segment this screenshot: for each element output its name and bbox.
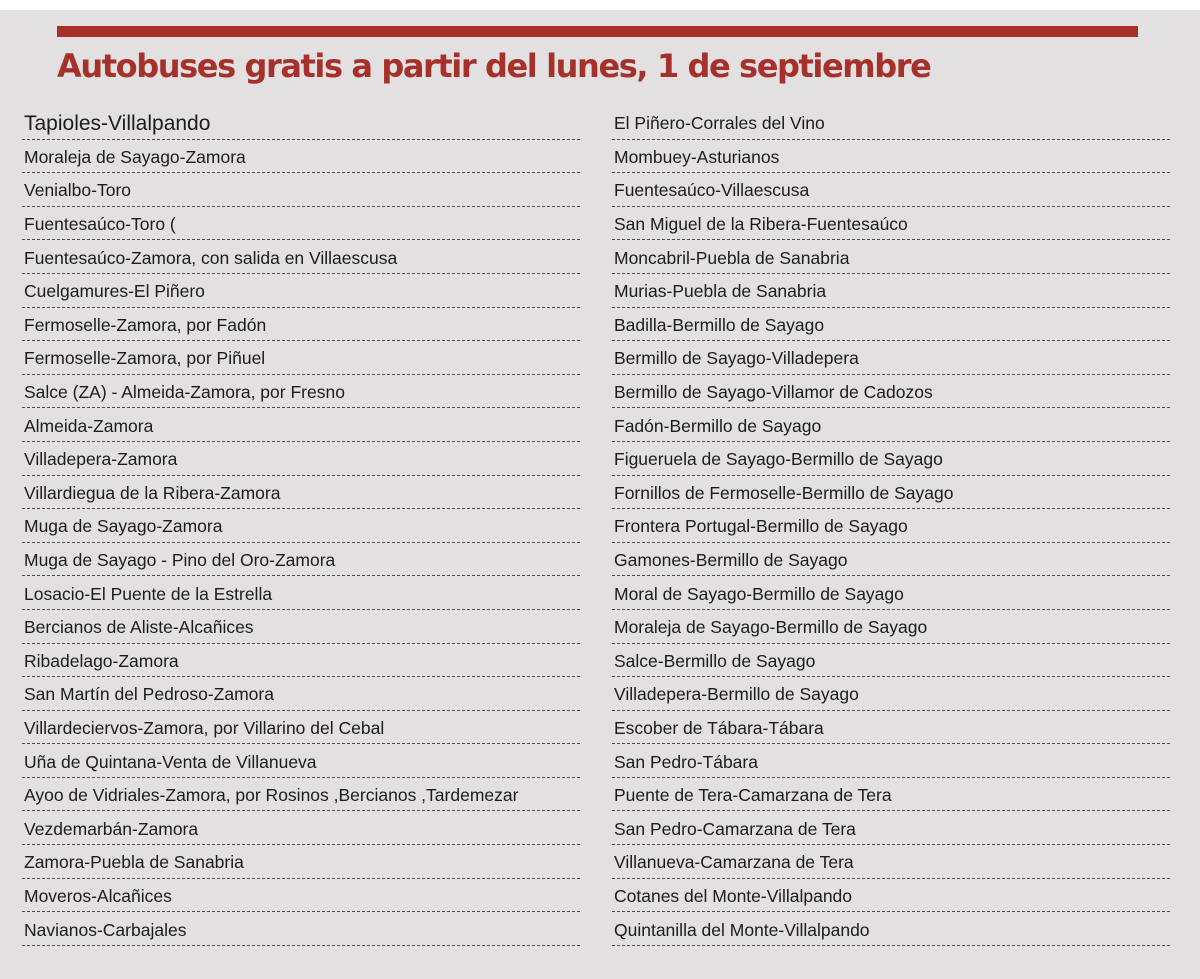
route-item: Escober de Tábara-Tábara xyxy=(612,711,1170,745)
route-item: San Pedro-Tábara xyxy=(612,744,1170,778)
route-item: Moraleja de Sayago-Bermillo de Sayago xyxy=(612,610,1170,644)
route-item: Villadepera-Zamora xyxy=(22,442,580,476)
route-item: Zamora-Puebla de Sanabria xyxy=(22,845,580,879)
route-item: Salce (ZA) - Almeida-Zamora, por Fresno xyxy=(22,375,580,409)
route-item: San Pedro-Camarzana de Tera xyxy=(612,811,1170,845)
route-item: Bermillo de Sayago-Villadepera xyxy=(612,341,1170,375)
route-item: Muga de Sayago-Zamora xyxy=(22,509,580,543)
infographic-panel xyxy=(0,10,1200,979)
route-item: Mombuey-Asturianos xyxy=(612,140,1170,174)
route-item: Fermoselle-Zamora, por Fadón xyxy=(22,308,580,342)
route-item: Moraleja de Sayago-Zamora xyxy=(22,140,580,174)
route-item: Tapioles-Villalpando xyxy=(22,106,580,140)
route-item: Gamones-Bermillo de Sayago xyxy=(612,543,1170,577)
route-item: Badilla-Bermillo de Sayago xyxy=(612,308,1170,342)
route-item: Quintanilla del Monte-Villalpando xyxy=(612,912,1170,946)
right-route-list xyxy=(612,106,1170,946)
route-item: Villanueva-Camarzana de Tera xyxy=(612,845,1170,879)
route-item: Villadepera-Bermillo de Sayago xyxy=(612,677,1170,711)
route-item: Murias-Puebla de Sanabria xyxy=(612,274,1170,308)
headline: Autobuses gratis a partir del lunes, 1 de septiembre xyxy=(57,47,931,85)
route-item: Muga de Sayago - Pino del Oro-Zamora xyxy=(22,543,580,577)
route-item: Navianos-Carbajales xyxy=(22,912,580,946)
accent-bar xyxy=(57,26,1138,37)
route-item: Bermillo de Sayago-Villamor de Cadozos xyxy=(612,375,1170,409)
route-item: Frontera Portugal-Bermillo de Sayago xyxy=(612,509,1170,543)
route-item: Ayoo de Vidriales-Zamora, por Rosinos ,Bercianos ,Tardemezar xyxy=(22,778,580,812)
route-item: Losacio-El Puente de la Estrella xyxy=(22,576,580,610)
route-item: Moveros-Alcañices xyxy=(22,879,580,913)
route-item: Ribadelago-Zamora xyxy=(22,644,580,678)
route-item: Bercianos de Aliste-Alcañices xyxy=(22,610,580,644)
route-item: Salce-Bermillo de Sayago xyxy=(612,644,1170,678)
route-item: Moncabril-Puebla de Sanabria xyxy=(612,240,1170,274)
route-item: Fuentesaúco-Toro ( xyxy=(22,207,580,241)
route-item: Vezdemarbán-Zamora xyxy=(22,811,580,845)
route-item: Fornillos de Fermoselle-Bermillo de Sayago xyxy=(612,476,1170,510)
route-item: Puente de Tera-Camarzana de Tera xyxy=(612,778,1170,812)
route-item: Figueruela de Sayago-Bermillo de Sayago xyxy=(612,442,1170,476)
route-item: Villardeciervos-Zamora, por Villarino del Cebal xyxy=(22,711,580,745)
route-item: Uña de Quintana-Venta de Villanueva xyxy=(22,744,580,778)
route-item: Fermoselle-Zamora, por Piñuel xyxy=(22,341,580,375)
route-item: Villardiegua de la Ribera-Zamora xyxy=(22,476,580,510)
route-item: Fadón-Bermillo de Sayago xyxy=(612,408,1170,442)
route-item: San Martín del Pedroso-Zamora xyxy=(22,677,580,711)
route-item: Cotanes del Monte-Villalpando xyxy=(612,879,1170,913)
route-item: Cuelgamures-El Piñero xyxy=(22,274,580,308)
route-item: El Piñero-Corrales del Vino xyxy=(612,106,1170,140)
route-item: Moral de Sayago-Bermillo de Sayago xyxy=(612,576,1170,610)
route-item: San Miguel de la Ribera-Fuentesaúco xyxy=(612,207,1170,241)
route-item: Fuentesaúco-Zamora, con salida en Villaescusa xyxy=(22,240,580,274)
route-item: Almeida-Zamora xyxy=(22,408,580,442)
left-route-list xyxy=(22,106,580,946)
route-item: Venialbo-Toro xyxy=(22,173,580,207)
route-item: Fuentesaúco-Villaescusa xyxy=(612,173,1170,207)
